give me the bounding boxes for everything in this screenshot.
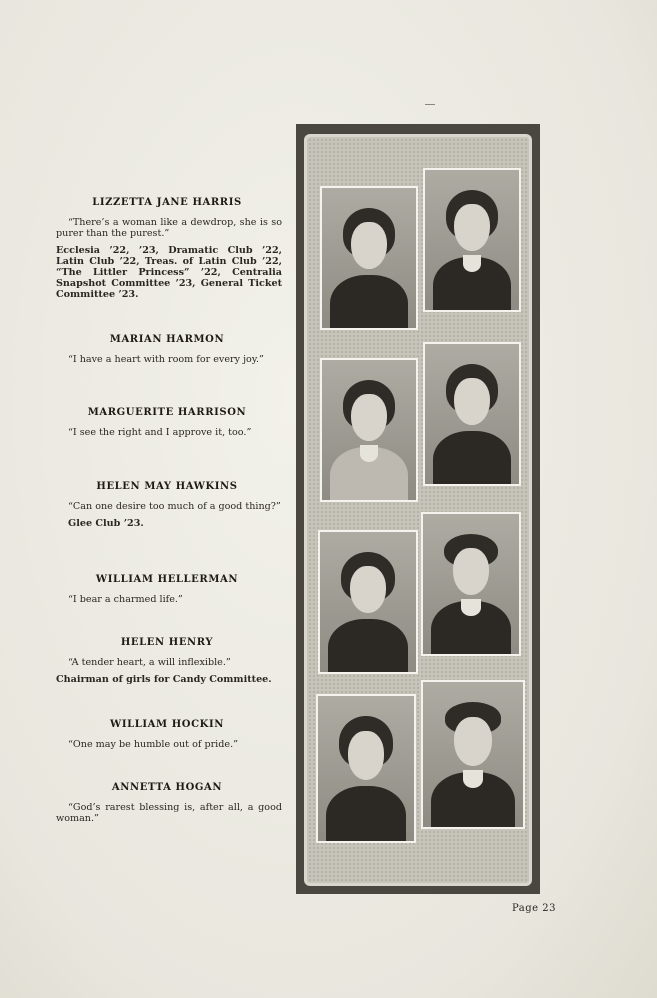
senior-name: MARGUERITE HARRISON (87, 407, 247, 418)
senior-entry (52, 407, 282, 444)
portrait-photo (423, 342, 521, 486)
page-number: Page 23 (512, 903, 556, 914)
senior-activities: Glee Club ’23. (68, 518, 144, 529)
senior-entry (52, 719, 282, 756)
senior-name: ANNETTA HOGAN (111, 782, 223, 793)
senior-quote: “God’s rarest blessing is, after all, a good woman.” (56, 802, 282, 824)
senior-name: WILLIAM HOCKIN (110, 719, 224, 730)
portrait-photo (320, 186, 418, 330)
senior-name: HELEN MAY HAWKINS (96, 481, 238, 492)
print-speck (425, 104, 435, 105)
portrait-photo (320, 358, 418, 502)
senior-quote: “I bear a charmed life.” (68, 594, 183, 605)
senior-name: MARIAN HARMON (109, 334, 225, 345)
portrait-photo (421, 680, 525, 829)
senior-quote: “Can one desire too much of a good thing?” (68, 501, 281, 512)
senior-activities: Ecclesia ’22, ’23, Dramatic Club ’22, Latin Club ’22, Treas. of Latin Club ’22, “The Littler Princess” ’22, Centralia Snapshot Committee ’23, General Ticket Committee ’23. (56, 245, 282, 300)
senior-entry (52, 197, 282, 306)
portrait-photo (423, 168, 521, 312)
portrait-photo (421, 512, 521, 656)
senior-entry (52, 637, 282, 691)
senior-name: HELEN HENRY (120, 637, 214, 648)
senior-quote: “I have a heart with room for every joy.” (68, 354, 264, 365)
senior-quote: “There’s a woman like a dewdrop, she is so purer than the purest.” (56, 217, 282, 239)
senior-entry (52, 574, 282, 611)
senior-entry (52, 782, 282, 830)
senior-quote: “I see the right and I approve it, too.” (68, 427, 252, 438)
senior-activities: Chairman of girls for Candy Committee. (56, 674, 272, 685)
senior-entry (52, 481, 282, 535)
photo-panel (296, 124, 540, 894)
senior-quote: “A tender heart, a will inflexible.” (68, 657, 231, 668)
senior-entry (52, 334, 282, 371)
portrait-photo (316, 694, 416, 843)
portrait-photo (318, 530, 418, 674)
senior-name: LIZZETTA JANE HARRIS (92, 197, 242, 208)
senior-name: WILLIAM HELLERMAN (95, 574, 239, 585)
senior-quote: “One may be humble out of pride.” (68, 739, 239, 750)
